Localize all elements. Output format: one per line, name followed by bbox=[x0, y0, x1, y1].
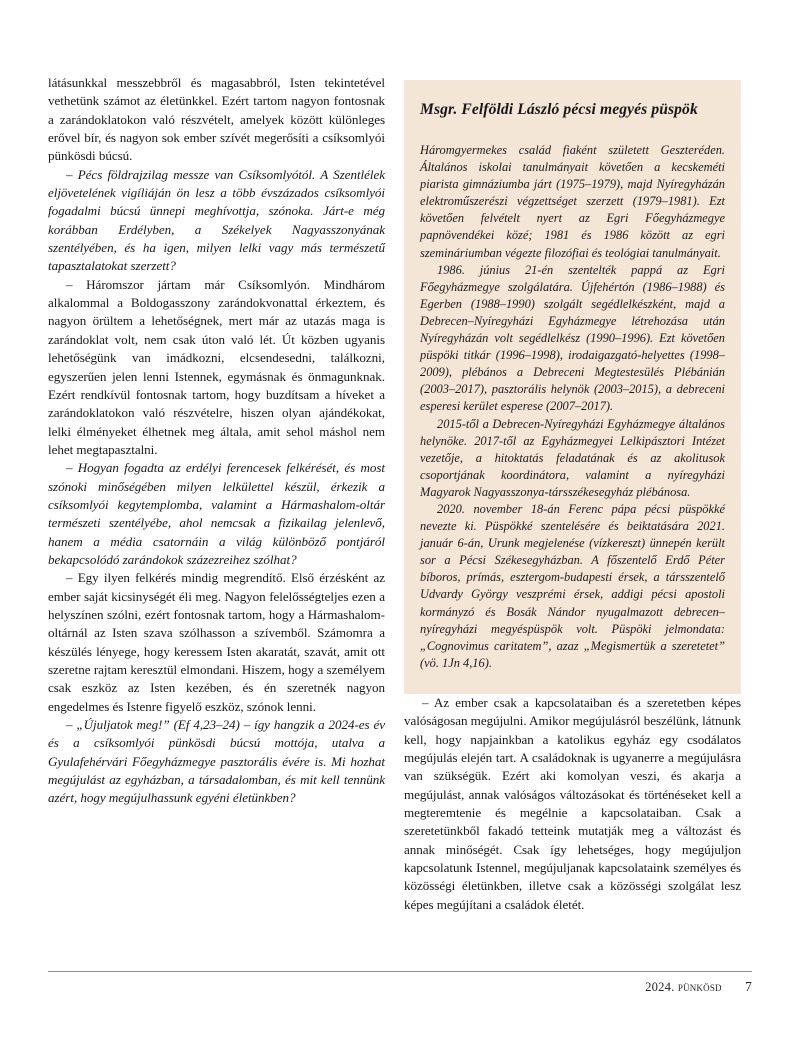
answer-invitation: – Egy ilyen felkérés mindig megrendítő. Első érzésként az ember saját kicsinységét éli meg. Nagyon felelősségteljes ezen a helyszínen szólni, ezért fontosnak tartom, hogy a Hármashalom-oltárnál az Isten szava szólhasson a szívemből. Számomra a készülés lényege, hogy keressem Isten akaratát, szavát, amit ott szeretne rajtam keresztül elmondani. Hiszem, hogy a személyem csak eszköz az Isten kezében, és én szeretnék nagyon engedelmes és Istenre figyelő eszköz, szónok lenni. bbox=[48, 570, 385, 714]
paragraph-continued: látásunkkal messzebbről és magasabbról, Isten tekintetével vethetünk számot az életünkkel. Ezért tartom nagyon fontosnak a zarándoklatokon való részvételt, amelyek között különleges erővel bír, és nagyon sok ember szívét megerősíti a csíksomlyói pünkösdi búcsú. bbox=[48, 75, 385, 164]
answer-renewal: – Az ember csak a kapcsolataiban és a szeretetben képes valóságosan megújulni. Amikor megújulásról beszélünk, látnunk kell, hogy napjainkban a katolikus egyház egy csodálatos megújulás elején tart. A családoknak is ugyanerre a megújulásra van szükségük. Ezért aki komolyan veszi, és akarja a megújulást, annak valóságos változásokat és történéseket kell a megteremtenie és megélnie a kapcsolataiban. Csak a szeretetünkből fakadó tetteink mutatják meg a változást és annak minőségét. Csak így lehetséges, hogy megújuljon kapcsolatunk Istennel, megújuljanak kapcsolataink személyes és közösségi életünkben, illetve csak a közösségi szolgálat lesz képes megújítani a családok életét. bbox=[404, 695, 741, 912]
page-footer bbox=[48, 979, 752, 995]
bishop-biography-box bbox=[404, 80, 741, 694]
question-renewal-motto: – „Újuljatok meg!” (Ef 4,23–24) – így hangzik a 2024-es év és a csíksomlyói pünkösdi búcsú mottója, utalva a Gyulafehérvári Főegyházmegye pasztorális évére is. Mi hozhat megújulást az egyházban, a társadalomban, és mit kell tennünk azért, hogy megújulhassunk egyéni életünkben? bbox=[48, 717, 385, 806]
biography-title: Msgr. Felföldi László pécsi megyés püspök bbox=[420, 101, 698, 118]
question-invitation: – Hogyan fogadta az erdélyi ferencesek felkérését, és most szónoki minőségében milyen lelkülettel készül, érkezik a csíksomlyói kegytemplomba, valamint a Hármashalom-oltár természeti szentélyébe, ahol nemcsak a fizikailag jelenlevő, hanem a média csatornáin a világ különböző pontjáról bekapcsolódó zarándokok százezreihez szólhat? bbox=[48, 460, 385, 567]
biography-paragraph-offices: 2015-től a Debrecen-Nyíregyházi Egyházmegye általános helynöke. 2017-től az Egyházmegyei Lelkipásztori Intézet vezetője, a hitoktatás feladatának és az akolitusok csoportjának koordinátora, valamint a nyíregyházi Magyarok Nagyasszonya-társszékesegyház plébánosa. bbox=[420, 416, 725, 499]
page-columns bbox=[48, 74, 752, 954]
biography-paragraph-origin: Háromgyermekes család fiaként született Geszteréden. Általános iskolai tanulmányait követően a kecskeméti piarista gimnáziumba járt (1975–1979), majd Nyíregyházán elektroműszerészi végzettséget szerzett (1979–1981). Ezt követően felvételt nyert az Egri Főegyházmegye papnövendékei közé; 1981 és 1986 között az egri szemináriumban végezte filozófiai és teológiai tanulmányait. bbox=[420, 143, 725, 260]
biography-paragraph-ordination: 1986. június 21-én szentelték pappá az Egri Főegyházmegye szolgálatára. Újfehértón (1986–1988) és Egerben (1988–1990) szolgált segédlelkészként, majd a Debrecen–Nyíregyházi Egyházmegye létrehozása után Nyíregyházán volt segédlelkész (1990–1996). Ezt követően püspöki titkár (1996–1998), irodaigazgató-helyettes (1998–2009), plébános a Debreceni Megtestesülés Plébánián (2003–2017), pasztorális helynök (2003–2015), a debreceni esperesi kerület esperese (2007–2017). bbox=[420, 262, 725, 414]
biography-paragraph-appointment: 2020. november 18-án Ferenc pápa pécsi püspökké nevezte ki. Püspökké szentelésére és beiktatására 2021. január 6-án, Urunk megjelenése (vízkereszt) ünnepén került sor a Pécsi Székesegyházban. A főszentelő Erdő Péter bíboros, prímás, esztergom-budapesti érsek, a társszentelő Udvardy György veszprémi érsek, addigi pécsi apostoli kormányzó és Bosák Nándor nyugalmazott debrecen–nyíregyházi megyéspüspök volt. Püspöki jelmondata: „Cognovimus caritatem”, azaz „Megismertük a szeretetet” (vö. 1Jn 4,16). bbox=[420, 501, 725, 670]
left-text-column bbox=[48, 74, 385, 808]
issue-label: 2024. pünkösd bbox=[645, 980, 722, 994]
page-number: 7 bbox=[745, 979, 752, 994]
answer-three-visits: – Háromszor jártam már Csíksomlyón. Mindhárom alkalommal a Boldogasszony zarándokvonattal érkeztem, és nagyon örültem a lehetőségnek, mert már az utazás maga is zarándoklat volt, nem csak úton való lét. Út közben ugyanis lehetőségünk van imádkozni, elcsendesedni, találkozni, egyszerűen jelen lenni Istennek, egymásnak és önmagunknak. Ezért rendkívül fontosnak tartom, hogy buzdítsam a híveket a zarándoklatokon való részvételre, hiszen olyan ajándékokat, lelki élményeket élhetnek meg általa, amit sehol máshol nem lehet megtapasztalni. bbox=[48, 276, 385, 457]
question-pecs-distance: – Pécs földrajzilag messze van Csíksomlyótól. A Szentlélek eljövetelének vigíliáján ön lesz a több évszázados csíksomlyói fogadalmi búcsú ünnepi meghívottja, szónoka. Járt-e még korábban Erdélyben, a Székelyek Nagyasszonyának szentélyében, és ha igen, milyen lelki vagy más természetű tapasztalatokat szerzett? bbox=[48, 166, 385, 274]
footer-divider bbox=[48, 971, 752, 972]
